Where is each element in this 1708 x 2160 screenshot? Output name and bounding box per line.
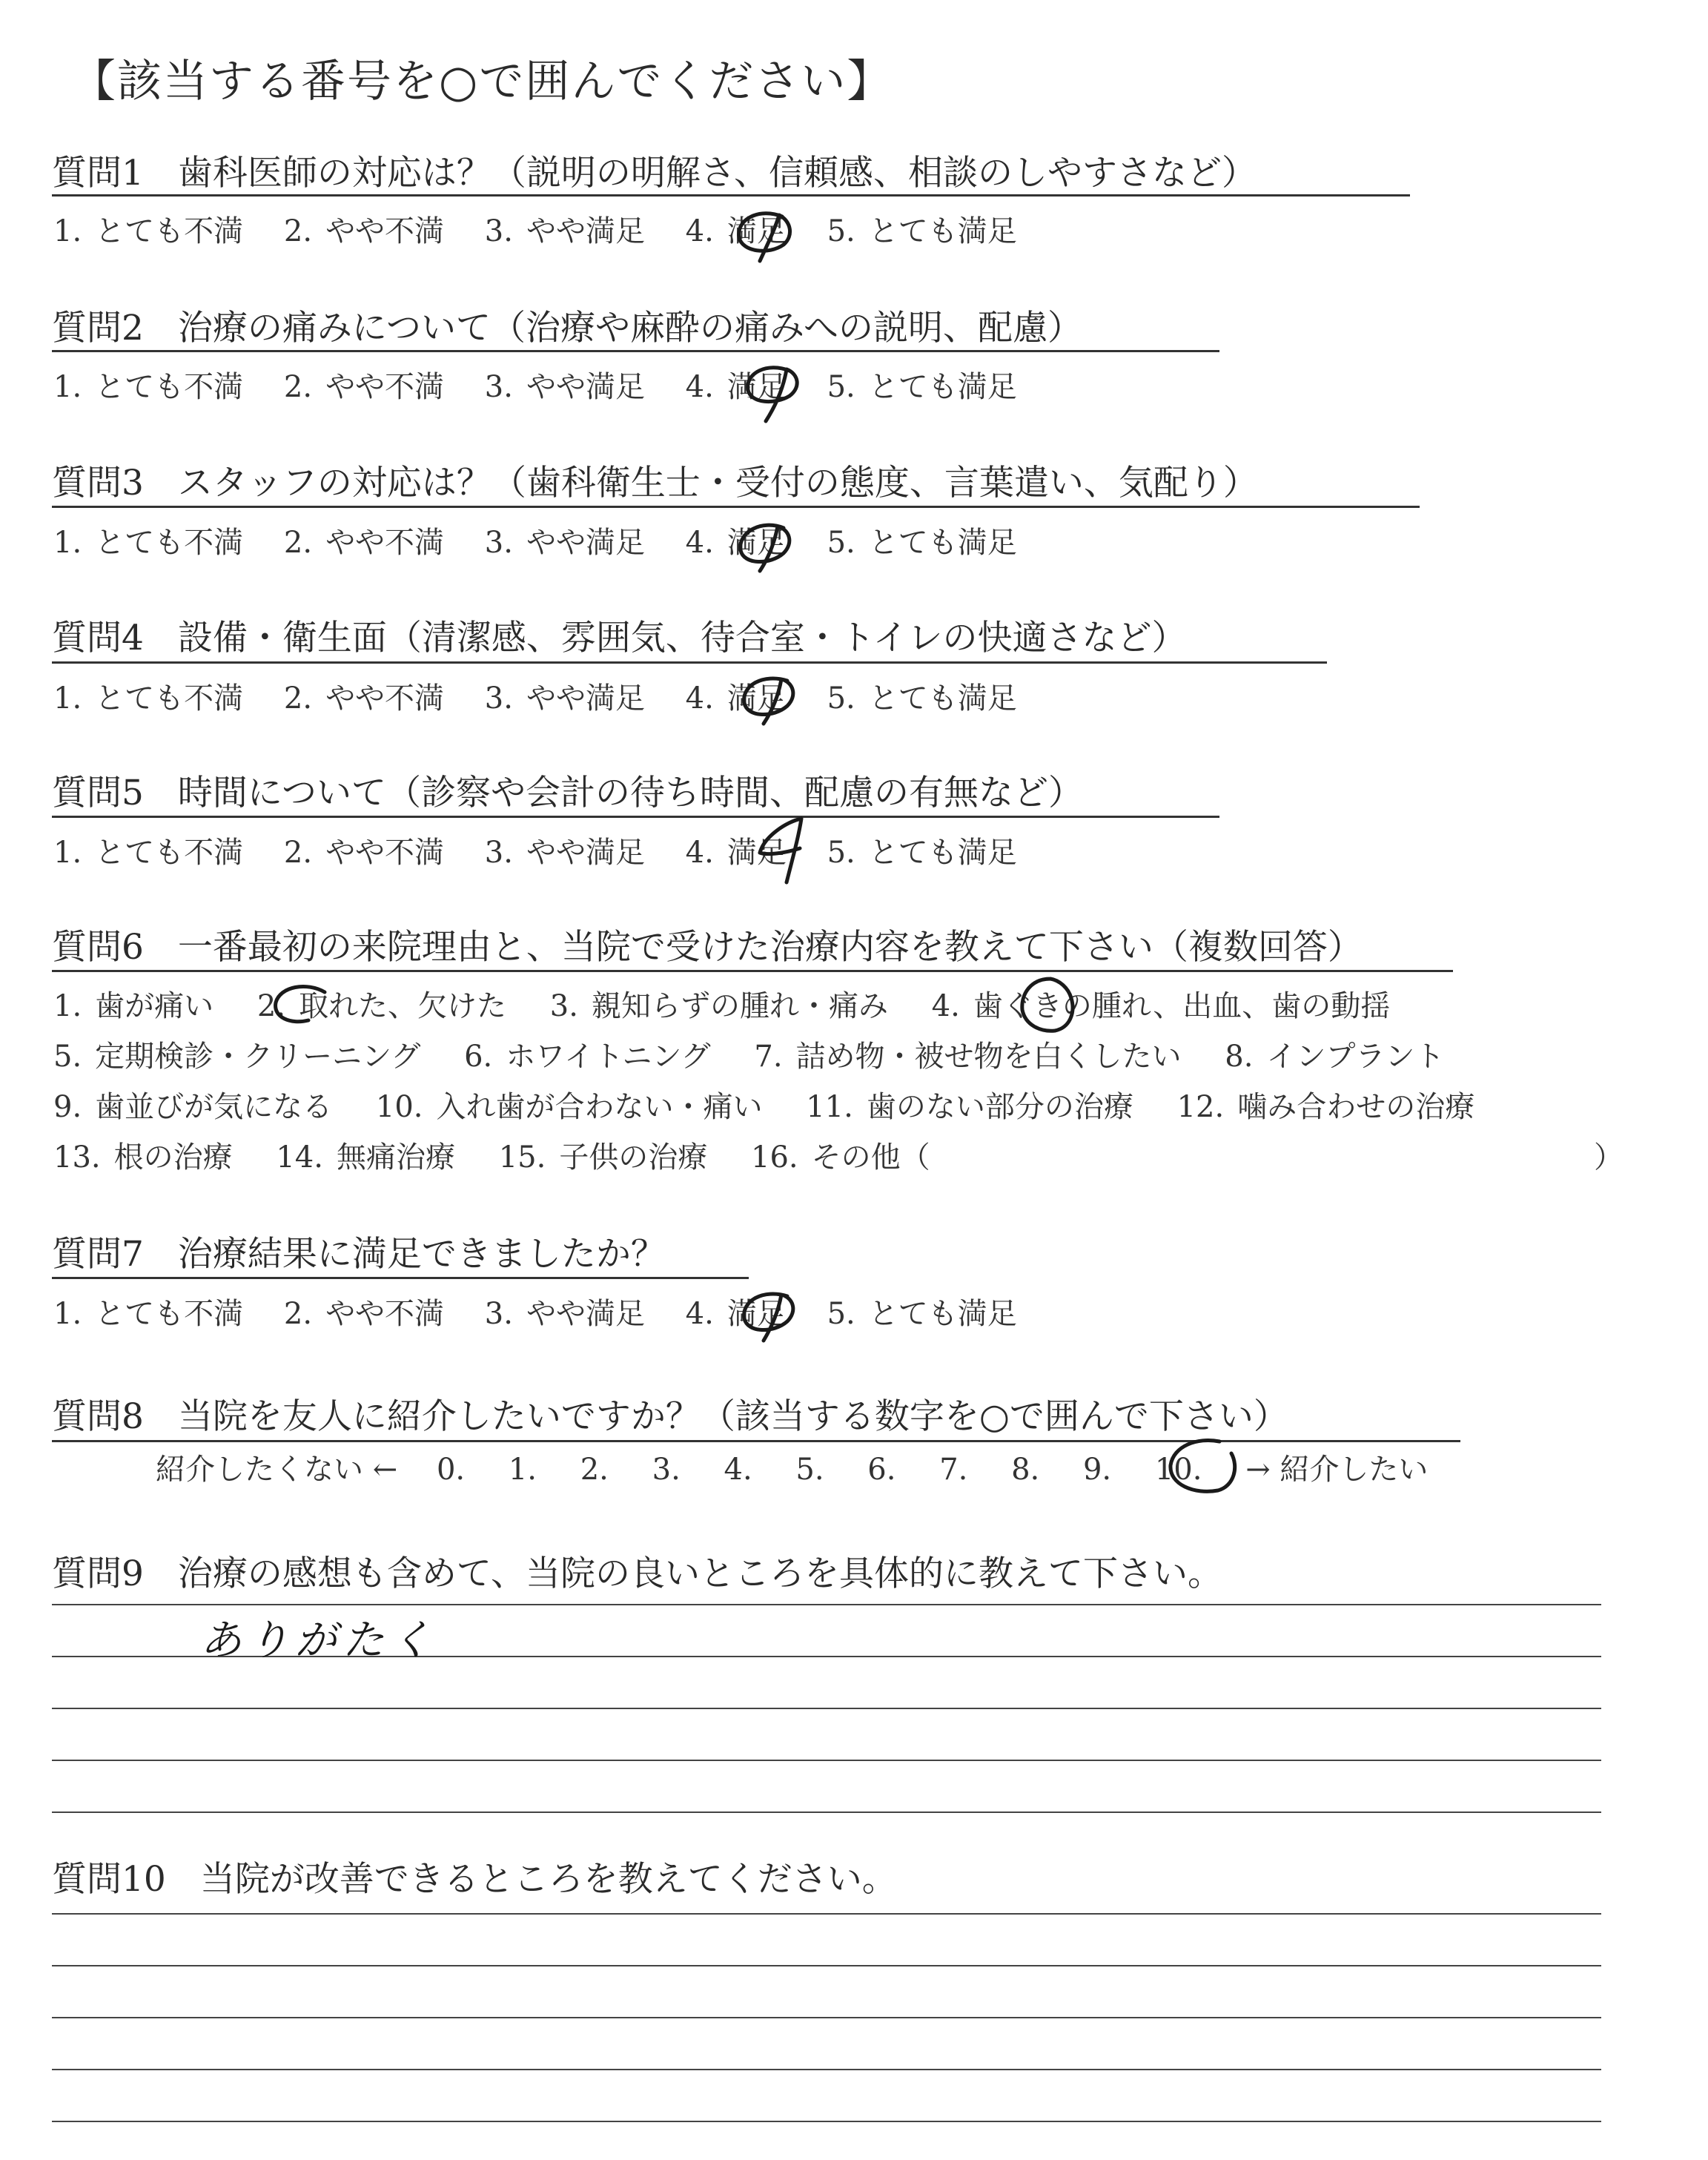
q6-options-row-3 [53, 1083, 1509, 1126]
answer-line [52, 2121, 1601, 2122]
option-3[interactable]: 3. やや満足 [484, 370, 645, 404]
option-2[interactable]: 2. やや不満 [283, 836, 445, 870]
option-4[interactable]: 4. 満足 [685, 681, 787, 716]
question-underline [52, 1440, 1460, 1442]
page-title: 【該当する番号を○で囲んでください】 [71, 56, 893, 108]
q6-option-8[interactable]: 8. インプラント [1225, 1040, 1445, 1074]
rating-options-q3 [53, 519, 1048, 561]
question-1 [52, 145, 1257, 195]
scale-number-0[interactable]: 0. [436, 1453, 466, 1487]
option-3[interactable]: 3. やや満足 [484, 1297, 645, 1331]
answer-line [52, 2069, 1601, 2070]
option-4[interactable]: 4. 満足 [685, 214, 787, 248]
scale-number-3[interactable]: 3. [652, 1453, 681, 1487]
question-text: 治療の痛みについて（治療や麻酔の痛みへの説明、配慮） [177, 308, 1083, 349]
answer-line [52, 1913, 1601, 1915]
option-1[interactable]: 1. とても不満 [53, 526, 244, 560]
question-text: 歯科医師の対応は？（説明の明解さ、信頼感、相談のしやすさなど） [177, 153, 1257, 194]
q6-option-3[interactable]: 3. 親知らずの腫れ・痛み [549, 989, 888, 1023]
option-2[interactable]: 2. やや不満 [283, 526, 445, 560]
scale-number-10[interactable]: 10. [1154, 1453, 1202, 1487]
q6-option-14[interactable]: 14. 無痛治療 [276, 1140, 455, 1175]
answer-line [52, 1708, 1601, 1709]
question-text: 時間について（診察や会計の待ち時間、配慮の有無など） [177, 773, 1083, 813]
q6-option-9[interactable]: 9. 歯並びが気になる [53, 1090, 333, 1124]
option-4[interactable]: 4. 満足 [685, 1297, 787, 1331]
question-number: 質問5 [52, 773, 144, 813]
question-7 [52, 1226, 666, 1276]
scale-number-8[interactable]: 8. [1011, 1453, 1040, 1487]
question-underline [52, 970, 1453, 972]
rating-options-q4 [53, 675, 1048, 717]
handwritten-circle-mark [1012, 971, 1086, 1046]
answer-line [52, 2017, 1601, 2018]
question-underline [52, 350, 1219, 352]
scale-number-7[interactable]: 7. [939, 1453, 968, 1487]
question-underline [52, 1277, 749, 1279]
option-5[interactable]: 5. とても満足 [827, 836, 1017, 870]
option-2[interactable]: 2. やや不満 [283, 681, 445, 716]
question-3 [52, 455, 1258, 505]
question-number: 質問10 [52, 1859, 166, 1900]
q9-handwritten-answer: ありがたく [200, 1616, 437, 1665]
rating-options-q5 [53, 829, 1048, 871]
question-number: 質問9 [52, 1553, 144, 1594]
q6-option-11[interactable]: 11. 歯のない部分の治療 [806, 1090, 1133, 1124]
question-text: 当院を友人に紹介したいですか？（該当する数字を○で囲んで下さい） [177, 1396, 1288, 1437]
question-text: 設備・衛生面（清潔感、雰囲気、待合室・トイレの快適さなど） [177, 618, 1187, 658]
scale-number-6[interactable]: 6. [867, 1453, 896, 1487]
scale-left-label: 紹介したくない ← [156, 1453, 398, 1487]
scale-right-label: → 紹介したい [1245, 1453, 1429, 1487]
q6-option-4[interactable]: 4. 歯ぐきの腫れ、出血、歯の動揺 [931, 989, 1391, 1023]
option-4[interactable]: 4. 満足 [685, 370, 787, 404]
answer-line [52, 1760, 1601, 1761]
scale-number-2[interactable]: 2. [580, 1453, 609, 1487]
rating-options-q7 [53, 1290, 1048, 1332]
question-number: 質問7 [52, 1234, 144, 1275]
q6-option-7[interactable]: 7. 詰め物・被せ物を白くしたい [754, 1040, 1182, 1074]
option-1[interactable]: 1. とても不満 [53, 370, 244, 404]
handwritten-circle-mark [1160, 1431, 1249, 1505]
q6-option-5[interactable]: 5. 定期検診・クリーニング [53, 1040, 421, 1074]
option-2[interactable]: 2. やや不満 [283, 214, 445, 248]
question-number: 質問8 [52, 1396, 144, 1437]
handwritten-circle-mark [265, 977, 340, 1037]
q6-options-row-2 [53, 1033, 1478, 1075]
question-underline [52, 194, 1410, 196]
question-number: 質問3 [52, 463, 144, 503]
question-5 [52, 765, 1083, 815]
q6-option-2[interactable]: 2. 取れた、欠けた [256, 989, 507, 1023]
option-5[interactable]: 5. とても満足 [827, 681, 1017, 716]
answer-line [52, 1604, 1601, 1605]
question-underline [52, 506, 1420, 508]
scale-number-4[interactable]: 4. [724, 1453, 752, 1487]
scale-number-5[interactable]: 5. [795, 1453, 824, 1487]
option-1[interactable]: 1. とても不満 [53, 214, 244, 248]
q6-option-10[interactable]: 10. 入れ歯が合わない・痛い [375, 1090, 763, 1124]
option-3[interactable]: 3. やや満足 [484, 526, 645, 560]
q6-option-12[interactable]: 12. 噛み合わせの治療 [1176, 1090, 1475, 1124]
option-1[interactable]: 1. とても不満 [53, 1297, 244, 1331]
answer-line [52, 1811, 1601, 1813]
option-3[interactable]: 3. やや満足 [484, 214, 645, 248]
question-underline [52, 816, 1219, 818]
rating-options-q2 [53, 363, 1048, 406]
question-text: 当院が改善できるところを教えてください。 [199, 1859, 897, 1900]
q6-options-row-1 [53, 982, 1424, 1025]
question-6 [52, 919, 1363, 969]
question-number: 質問6 [52, 927, 144, 968]
option-1[interactable]: 1. とても不満 [53, 836, 244, 870]
option-3[interactable]: 3. やや満足 [484, 836, 645, 870]
question-2 [52, 300, 1082, 350]
question-8 [52, 1389, 1288, 1439]
rating-options-q1 [53, 208, 1048, 250]
question-9 [52, 1546, 1222, 1596]
question-10 [52, 1852, 897, 1901]
handwritten-circle-mark [734, 1281, 815, 1348]
option-2[interactable]: 2. やや不満 [283, 1297, 445, 1331]
option-5[interactable]: 5. とても満足 [827, 214, 1017, 248]
q6-option-6[interactable]: 6. ホワイトニング [464, 1040, 711, 1074]
q6-option-1[interactable]: 1. 歯が痛い [53, 989, 214, 1023]
question-number: 質問4 [52, 618, 144, 658]
handwritten-circle-mark [745, 808, 827, 890]
question-underline [52, 661, 1327, 664]
handwritten-circle-mark [734, 666, 815, 733]
option-4[interactable]: 4. 満足 [685, 836, 787, 870]
question-text: 一番最初の来院理由と、当院で受けた治療内容を教えて下さい（複数回答） [177, 927, 1363, 968]
scale-number-1[interactable]: 1. [508, 1453, 537, 1487]
option-5[interactable]: 5. とても満足 [827, 1297, 1017, 1331]
option-5[interactable]: 5. とても満足 [827, 526, 1017, 560]
handwritten-circle-mark [738, 354, 819, 429]
handwritten-circle-mark [730, 512, 812, 578]
q6-option-13[interactable]: 13. 根の治療 [53, 1140, 233, 1175]
q6-other-close-paren: ） [1594, 1140, 1623, 1175]
option-3[interactable]: 3. やや満足 [484, 681, 645, 716]
answer-line [52, 1965, 1601, 1966]
question-text: 治療の感想も含めて、当院の良いところを具体的に教えて下さい。 [177, 1553, 1222, 1594]
question-4 [52, 610, 1187, 660]
scale-number-9[interactable]: 9. [1082, 1453, 1112, 1487]
handwritten-circle-mark [730, 200, 812, 267]
q6-option-15[interactable]: 15. 子供の治療 [498, 1140, 708, 1175]
q6-option-16[interactable]: 16. その他（ [751, 1140, 930, 1175]
question-number: 質問1 [52, 153, 144, 194]
question-text: 治療結果に満足できましたか？ [177, 1234, 666, 1275]
question-text: スタッフの対応は？（歯科衛生士・受付の態度、言葉遣い、気配り） [177, 463, 1258, 503]
q6-options-row-4 [53, 1134, 964, 1176]
option-1[interactable]: 1. とても不満 [53, 681, 244, 716]
option-4[interactable]: 4. 満足 [685, 526, 787, 560]
option-5[interactable]: 5. とても満足 [827, 370, 1017, 404]
option-2[interactable]: 2. やや不満 [283, 370, 445, 404]
question-number: 質問2 [52, 308, 144, 349]
